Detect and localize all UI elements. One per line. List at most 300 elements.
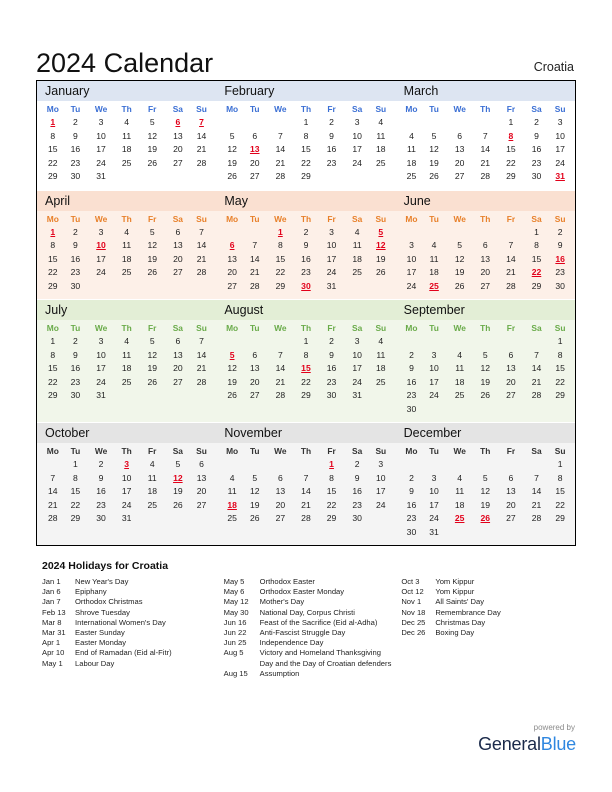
day-cell[interactable]: 14 (480, 144, 491, 154)
day-cell[interactable]: 10 (429, 363, 439, 373)
day-cell[interactable]: 24 (376, 499, 386, 510)
day-cell[interactable]: 29 (555, 513, 565, 523)
holiday-day-cell[interactable]: 12 (173, 472, 183, 483)
day-cell[interactable]: 6 (252, 349, 258, 360)
day-cell[interactable]: 25 (121, 376, 132, 387)
day-cell[interactable]: 19 (147, 363, 158, 373)
day-cell[interactable]: 20 (506, 376, 516, 387)
day-cell[interactable]: 24 (429, 513, 439, 523)
day-cell[interactable]: 19 (249, 499, 260, 510)
day-cell[interactable]: 24 (96, 376, 106, 387)
day-cell[interactable]: 29 (531, 280, 542, 291)
day-cell[interactable]: 20 (506, 499, 516, 510)
day-cell[interactable]: 28 (531, 513, 542, 523)
day-cell[interactable]: 15 (555, 363, 565, 373)
day-cell[interactable]: 13 (173, 240, 183, 250)
day-cell[interactable]: 10 (352, 349, 362, 360)
day-cell[interactable]: 30 (70, 280, 81, 291)
day-cell[interactable]: 7 (303, 472, 309, 483)
day-cell[interactable]: 26 (227, 171, 237, 181)
day-cell[interactable]: 4 (431, 240, 437, 250)
day-cell[interactable]: 29 (301, 390, 311, 400)
day-cell[interactable]: 9 (303, 240, 309, 250)
day-cell[interactable]: 17 (406, 267, 417, 277)
day-cell[interactable]: 23 (70, 157, 81, 168)
day-cell[interactable]: 14 (196, 349, 207, 360)
day-cell[interactable]: 30 (96, 513, 106, 523)
day-cell[interactable]: 21 (506, 267, 516, 277)
day-cell[interactable]: 8 (557, 349, 563, 360)
day-cell[interactable]: 7 (277, 130, 283, 141)
day-cell[interactable]: 13 (173, 130, 183, 141)
day-cell[interactable]: 28 (506, 280, 516, 291)
day-cell[interactable]: 20 (227, 267, 237, 277)
day-cell[interactable]: 29 (48, 171, 58, 181)
day-cell[interactable]: 29 (48, 280, 58, 291)
day-cell[interactable]: 18 (121, 144, 132, 154)
day-cell[interactable]: 4 (378, 117, 384, 127)
day-cell[interactable]: 14 (275, 144, 286, 154)
day-cell[interactable]: 15 (70, 486, 81, 496)
day-cell[interactable]: 8 (73, 472, 78, 483)
day-cell[interactable]: 18 (454, 499, 465, 510)
day-cell[interactable]: 27 (196, 499, 207, 510)
day-cell[interactable]: 3 (98, 226, 104, 237)
day-cell[interactable]: 25 (121, 157, 132, 168)
day-cell[interactable]: 18 (454, 376, 465, 387)
day-cell[interactable]: 12 (480, 486, 491, 496)
day-cell[interactable]: 9 (98, 472, 104, 483)
day-cell[interactable]: 26 (454, 280, 465, 291)
day-cell[interactable]: 21 (275, 376, 286, 387)
day-cell[interactable]: 19 (376, 253, 386, 264)
day-cell[interactable]: 2 (534, 117, 539, 127)
day-cell[interactable]: 21 (531, 499, 542, 510)
holiday-day-cell[interactable]: 18 (227, 499, 237, 510)
day-cell[interactable]: 27 (454, 171, 465, 181)
day-cell[interactable]: 9 (409, 486, 414, 496)
day-cell[interactable]: 26 (249, 513, 260, 523)
day-cell[interactable]: 13 (227, 253, 237, 264)
day-cell[interactable]: 4 (354, 226, 360, 237)
day-cell[interactable]: 12 (147, 130, 158, 141)
day-cell[interactable]: 17 (96, 363, 106, 373)
day-cell[interactable]: 18 (376, 363, 386, 373)
day-cell[interactable]: 19 (227, 157, 237, 168)
holiday-day-cell[interactable]: 1 (329, 459, 334, 469)
day-cell[interactable]: 30 (70, 390, 81, 400)
day-cell[interactable]: 5 (431, 130, 437, 141)
day-cell[interactable]: 17 (429, 376, 439, 387)
day-cell[interactable]: 28 (531, 390, 542, 400)
day-cell[interactable]: 26 (480, 390, 491, 400)
day-cell[interactable]: 6 (175, 336, 181, 346)
day-cell[interactable]: 4 (124, 226, 130, 237)
day-cell[interactable]: 22 (48, 157, 58, 168)
day-cell[interactable]: 16 (531, 144, 542, 154)
day-cell[interactable]: 4 (149, 459, 155, 469)
holiday-day-cell[interactable]: 12 (376, 240, 386, 250)
day-cell[interactable]: 26 (173, 499, 183, 510)
day-cell[interactable]: 6 (508, 349, 514, 360)
day-cell[interactable]: 14 (301, 486, 311, 496)
day-cell[interactable]: 2 (329, 117, 334, 127)
day-cell[interactable]: 31 (121, 513, 132, 523)
day-cell[interactable]: 22 (301, 376, 311, 387)
day-cell[interactable]: 20 (196, 486, 207, 496)
day-cell[interactable]: 9 (534, 130, 539, 141)
day-cell[interactable]: 18 (376, 144, 386, 154)
day-cell[interactable]: 2 (73, 226, 78, 237)
day-cell[interactable]: 1 (534, 226, 539, 237)
day-cell[interactable]: 20 (454, 157, 465, 168)
day-cell[interactable]: 22 (48, 376, 58, 387)
day-cell[interactable]: 18 (352, 253, 362, 264)
day-cell[interactable]: 4 (378, 336, 384, 346)
day-cell[interactable]: 12 (429, 144, 439, 154)
day-cell[interactable]: 10 (406, 253, 417, 264)
day-cell[interactable]: 12 (249, 486, 260, 496)
holiday-day-cell[interactable]: 8 (508, 130, 514, 141)
day-cell[interactable]: 26 (147, 267, 158, 277)
day-cell[interactable]: 14 (48, 486, 58, 496)
day-cell[interactable]: 11 (407, 144, 416, 154)
holiday-day-cell[interactable]: 6 (229, 240, 235, 250)
day-cell[interactable]: 30 (352, 513, 362, 523)
day-cell[interactable]: 5 (457, 240, 463, 250)
day-cell[interactable]: 2 (354, 459, 360, 469)
day-cell[interactable]: 8 (534, 240, 539, 250)
holiday-day-cell[interactable]: 10 (96, 240, 106, 250)
day-cell[interactable]: 10 (429, 486, 439, 496)
day-cell[interactable]: 31 (326, 280, 337, 291)
day-cell[interactable]: 25 (406, 171, 417, 181)
day-cell[interactable]: 20 (480, 267, 491, 277)
day-cell[interactable]: 25 (376, 376, 386, 387)
day-cell[interactable]: 1 (557, 459, 563, 469)
day-cell[interactable]: 8 (329, 472, 334, 483)
day-cell[interactable]: 9 (329, 130, 334, 141)
holiday-day-cell[interactable]: 30 (301, 280, 311, 291)
day-cell[interactable]: 8 (277, 240, 283, 250)
day-cell[interactable]: 22 (326, 499, 337, 510)
day-cell[interactable]: 8 (50, 349, 56, 360)
day-cell[interactable]: 11 (147, 472, 157, 483)
day-cell[interactable]: 10 (96, 349, 106, 360)
day-cell[interactable]: 27 (173, 157, 183, 168)
day-cell[interactable]: 10 (96, 130, 106, 141)
day-cell[interactable]: 5 (149, 226, 155, 237)
day-cell[interactable]: 14 (275, 363, 286, 373)
day-cell[interactable]: 23 (555, 267, 565, 277)
day-cell[interactable]: 19 (480, 499, 491, 510)
day-cell[interactable]: 21 (196, 253, 207, 264)
day-cell[interactable]: 28 (249, 280, 260, 291)
day-cell[interactable]: 16 (352, 486, 362, 496)
day-cell[interactable]: 16 (70, 253, 81, 264)
day-cell[interactable]: 17 (96, 144, 106, 154)
day-cell[interactable]: 11 (376, 349, 386, 360)
day-cell[interactable]: 21 (301, 499, 311, 510)
day-cell[interactable]: 16 (406, 499, 417, 510)
day-cell[interactable]: 28 (275, 171, 286, 181)
day-cell[interactable]: 28 (275, 390, 286, 400)
day-cell[interactable]: 15 (506, 144, 516, 154)
day-cell[interactable]: 31 (96, 171, 106, 181)
holiday-day-cell[interactable]: 3 (124, 459, 130, 469)
day-cell[interactable]: 21 (48, 499, 58, 510)
day-cell[interactable]: 17 (121, 486, 132, 496)
day-cell[interactable]: 20 (249, 376, 260, 387)
day-cell[interactable]: 1 (557, 336, 563, 346)
day-cell[interactable]: 12 (147, 349, 158, 360)
day-cell[interactable]: 2 (409, 472, 414, 483)
day-cell[interactable]: 20 (173, 253, 183, 264)
day-cell[interactable]: 21 (249, 267, 260, 277)
day-cell[interactable]: 24 (121, 499, 132, 510)
day-cell[interactable]: 8 (303, 349, 309, 360)
day-cell[interactable]: 30 (555, 280, 565, 291)
day-cell[interactable]: 16 (406, 376, 417, 387)
day-cell[interactable]: 22 (301, 157, 311, 168)
day-cell[interactable]: 8 (303, 130, 309, 141)
day-cell[interactable]: 17 (376, 486, 386, 496)
day-cell[interactable]: 13 (275, 486, 286, 496)
day-cell[interactable]: 3 (329, 226, 334, 237)
day-cell[interactable]: 31 (96, 390, 106, 400)
day-cell[interactable]: 29 (70, 513, 81, 523)
day-cell[interactable]: 4 (457, 472, 463, 483)
day-cell[interactable]: 19 (173, 486, 183, 496)
holiday-day-cell[interactable]: 1 (50, 117, 56, 127)
day-cell[interactable]: 26 (429, 171, 439, 181)
day-cell[interactable]: 28 (301, 513, 311, 523)
day-cell[interactable]: 5 (175, 459, 181, 469)
day-cell[interactable]: 14 (506, 253, 516, 264)
day-cell[interactable]: 2 (98, 459, 104, 469)
day-cell[interactable]: 11 (122, 130, 132, 141)
day-cell[interactable]: 13 (196, 472, 207, 483)
holiday-day-cell[interactable]: 26 (480, 513, 491, 523)
day-cell[interactable]: 11 (122, 349, 132, 360)
day-cell[interactable]: 25 (376, 157, 386, 168)
day-cell[interactable]: 6 (175, 226, 181, 237)
day-cell[interactable]: 11 (122, 240, 132, 250)
day-cell[interactable]: 3 (409, 240, 414, 250)
day-cell[interactable]: 21 (196, 363, 207, 373)
day-cell[interactable]: 14 (196, 240, 207, 250)
day-cell[interactable]: 16 (70, 363, 81, 373)
day-cell[interactable]: 19 (480, 376, 491, 387)
holiday-day-cell[interactable]: 15 (301, 363, 311, 373)
day-cell[interactable]: 10 (352, 130, 362, 141)
day-cell[interactable]: 5 (149, 336, 155, 346)
day-cell[interactable]: 7 (199, 226, 204, 237)
day-cell[interactable]: 23 (326, 376, 337, 387)
day-cell[interactable]: 14 (196, 130, 207, 141)
day-cell[interactable]: 23 (406, 513, 417, 523)
day-cell[interactable]: 22 (555, 499, 565, 510)
day-cell[interactable]: 5 (229, 130, 235, 141)
day-cell[interactable]: 16 (326, 144, 337, 154)
day-cell[interactable]: 25 (454, 390, 465, 400)
day-cell[interactable]: 24 (96, 157, 106, 168)
day-cell[interactable]: 2 (73, 117, 78, 127)
day-cell[interactable]: 28 (196, 157, 207, 168)
day-cell[interactable]: 23 (70, 376, 81, 387)
day-cell[interactable]: 16 (326, 363, 337, 373)
holiday-day-cell[interactable]: 16 (555, 253, 565, 264)
day-cell[interactable]: 2 (557, 226, 563, 237)
day-cell[interactable]: 27 (275, 513, 286, 523)
day-cell[interactable]: 23 (301, 267, 311, 277)
day-cell[interactable]: 24 (352, 157, 362, 168)
day-cell[interactable]: 20 (173, 144, 183, 154)
day-cell[interactable]: 14 (531, 486, 542, 496)
day-cell[interactable]: 4 (124, 336, 130, 346)
day-cell[interactable]: 8 (557, 472, 563, 483)
day-cell[interactable]: 15 (326, 486, 337, 496)
day-cell[interactable]: 1 (508, 117, 514, 127)
day-cell[interactable]: 27 (480, 280, 491, 291)
day-cell[interactable]: 2 (329, 336, 334, 346)
day-cell[interactable]: 17 (352, 144, 362, 154)
day-cell[interactable]: 25 (352, 267, 362, 277)
day-cell[interactable]: 29 (506, 171, 516, 181)
day-cell[interactable]: 1 (73, 459, 78, 469)
day-cell[interactable]: 16 (70, 144, 81, 154)
day-cell[interactable]: 24 (406, 280, 417, 291)
day-cell[interactable]: 12 (227, 144, 237, 154)
day-cell[interactable]: 22 (48, 267, 58, 277)
day-cell[interactable]: 19 (454, 267, 465, 277)
day-cell[interactable]: 27 (173, 376, 183, 387)
day-cell[interactable]: 3 (354, 336, 360, 346)
day-cell[interactable]: 4 (229, 472, 235, 483)
day-cell[interactable]: 7 (508, 240, 514, 250)
day-cell[interactable]: 12 (147, 240, 158, 250)
day-cell[interactable]: 27 (173, 267, 183, 277)
day-cell[interactable]: 10 (121, 472, 132, 483)
day-cell[interactable]: 5 (252, 472, 258, 483)
day-cell[interactable]: 2 (73, 336, 78, 346)
day-cell[interactable]: 27 (249, 390, 260, 400)
holiday-day-cell[interactable]: 1 (277, 226, 283, 237)
day-cell[interactable]: 21 (275, 157, 286, 168)
day-cell[interactable]: 5 (482, 472, 488, 483)
day-cell[interactable]: 18 (147, 486, 158, 496)
day-cell[interactable]: 14 (249, 253, 260, 264)
day-cell[interactable]: 9 (329, 349, 334, 360)
day-cell[interactable]: 15 (48, 363, 58, 373)
day-cell[interactable]: 10 (376, 472, 386, 483)
day-cell[interactable]: 6 (199, 459, 204, 469)
day-cell[interactable]: 15 (301, 144, 311, 154)
day-cell[interactable]: 4 (124, 117, 130, 127)
day-cell[interactable]: 25 (227, 513, 237, 523)
day-cell[interactable]: 12 (227, 363, 237, 373)
day-cell[interactable]: 26 (227, 390, 237, 400)
day-cell[interactable]: 29 (555, 390, 565, 400)
day-cell[interactable]: 7 (199, 336, 204, 346)
day-cell[interactable]: 23 (96, 499, 106, 510)
day-cell[interactable]: 18 (429, 267, 439, 277)
day-cell[interactable]: 26 (147, 376, 158, 387)
holiday-day-cell[interactable]: 31 (555, 171, 565, 181)
day-cell[interactable]: 6 (277, 472, 283, 483)
day-cell[interactable]: 15 (531, 253, 542, 264)
day-cell[interactable]: 3 (354, 117, 360, 127)
day-cell[interactable]: 23 (326, 157, 337, 168)
day-cell[interactable]: 27 (227, 280, 237, 291)
day-cell[interactable]: 21 (480, 157, 491, 168)
day-cell[interactable]: 23 (406, 390, 417, 400)
day-cell[interactable]: 15 (48, 253, 58, 264)
day-cell[interactable]: 15 (555, 486, 565, 496)
day-cell[interactable]: 30 (70, 171, 81, 181)
day-cell[interactable]: 22 (555, 376, 565, 387)
day-cell[interactable]: 11 (429, 253, 439, 264)
day-cell[interactable]: 11 (455, 363, 465, 373)
day-cell[interactable]: 10 (326, 240, 337, 250)
day-cell[interactable]: 9 (73, 130, 78, 141)
holiday-day-cell[interactable]: 25 (429, 280, 439, 291)
day-cell[interactable]: 18 (121, 363, 132, 373)
holiday-day-cell[interactable]: 6 (175, 117, 181, 127)
day-cell[interactable]: 1 (50, 336, 56, 346)
day-cell[interactable]: 24 (352, 376, 362, 387)
day-cell[interactable]: 14 (531, 363, 542, 373)
day-cell[interactable]: 30 (326, 390, 337, 400)
day-cell[interactable]: 13 (454, 144, 465, 154)
day-cell[interactable]: 15 (275, 253, 286, 264)
day-cell[interactable]: 13 (173, 349, 183, 360)
day-cell[interactable]: 20 (249, 157, 260, 168)
day-cell[interactable]: 9 (409, 363, 414, 373)
day-cell[interactable]: 29 (326, 513, 337, 523)
day-cell[interactable]: 7 (277, 349, 283, 360)
day-cell[interactable]: 17 (555, 144, 565, 154)
day-cell[interactable]: 28 (480, 171, 491, 181)
day-cell[interactable]: 16 (301, 253, 311, 264)
day-cell[interactable]: 11 (352, 240, 362, 250)
day-cell[interactable]: 3 (431, 349, 437, 360)
day-cell[interactable]: 24 (96, 267, 106, 277)
day-cell[interactable]: 6 (508, 472, 514, 483)
day-cell[interactable]: 13 (506, 486, 516, 496)
day-cell[interactable]: 3 (557, 117, 563, 127)
day-cell[interactable]: 11 (227, 486, 237, 496)
day-cell[interactable]: 31 (429, 526, 439, 537)
day-cell[interactable]: 24 (326, 267, 337, 277)
day-cell[interactable]: 20 (275, 499, 286, 510)
day-cell[interactable]: 21 (531, 376, 542, 387)
day-cell[interactable]: 3 (431, 472, 437, 483)
day-cell[interactable]: 16 (96, 486, 106, 496)
day-cell[interactable]: 6 (457, 130, 463, 141)
day-cell[interactable]: 1 (303, 117, 309, 127)
day-cell[interactable]: 21 (196, 144, 207, 154)
day-cell[interactable]: 15 (48, 144, 58, 154)
day-cell[interactable]: 17 (326, 253, 337, 264)
day-cell[interactable]: 12 (480, 363, 491, 373)
day-cell[interactable]: 17 (429, 499, 439, 510)
day-cell[interactable]: 1 (303, 336, 309, 346)
day-cell[interactable]: 11 (376, 130, 386, 141)
day-cell[interactable]: 31 (352, 390, 362, 400)
day-cell[interactable]: 9 (354, 472, 360, 483)
day-cell[interactable]: 3 (378, 459, 384, 469)
